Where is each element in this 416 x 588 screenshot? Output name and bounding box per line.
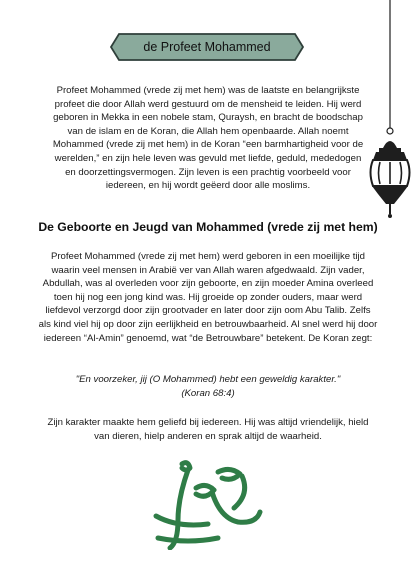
hanging-lantern-icon (360, 0, 416, 220)
section-heading: De Geboorte en Jeugd van Mohammed (vrede zij met hem) (38, 220, 378, 234)
section-body-paragraph: Profeet Mohammed (vrede zij met hem) werd geboren in een moeilijke tijd waarin veel mensen in Arabië ver van Allah waren afgedwaald. Zijn vader, Abdullah, was al overleden voor zijn geboorte, en zijn moeder Amina overleed toen hij nog een jong kind was. Hij groeide op zonder ouders, maar werd liefdevol verzorgd door zijn grootvader en later door zijn oom Abu Talib. Zelfs als kind viel hij op door zijn eerlijkheid en betrouwbaarheid. Al snel werd hij door iedereen “Al-Amin” genoemd, wat “de Betrouwbare” betekent. De Koran zegt: (38, 251, 378, 344)
quran-quote (30, 373, 386, 400)
title-banner (109, 32, 305, 62)
muhammad-calligraphy-icon (148, 458, 268, 550)
closing-paragraph: Zijn karakter maakte hem geliefd bij iedereen. Hij was altijd vriendelijk, hield van dieren, hielp anderen en sprak altijd de waarheid. (47, 417, 369, 442)
calligraphy-text: محمد (206, 518, 210, 519)
page-title: de Profeet Mohammed (143, 40, 271, 54)
quote-reference: (Koran 68:4) (181, 387, 235, 399)
intro-paragraph: Profeet Mohammed (vrede zij met hem) was de laatste en belangrijkste profeet die door Allah werd gestuurd om de mensheid te leiden. Hij werd geboren in Mekka in een nobele stam, Quraysh, en bracht de boodschap van de islam en de Koran, die Allah hem openbaarde. Allah noemt Mohammed (vrede zij met hem) in de Koran “een barmhartigheid voor de werelden,” en zijn hele leven was gevuld met liefde, geduld, mededogen en doorzettingsvermogen. Zijn leven is een prachtig voorbeeld voor iedereen, en hij wordt geëerd door alle moslims. (52, 85, 364, 192)
quote-text: "En voorzeker, jij (O Mohammed) hebt een geweldig karakter." (75, 374, 341, 385)
